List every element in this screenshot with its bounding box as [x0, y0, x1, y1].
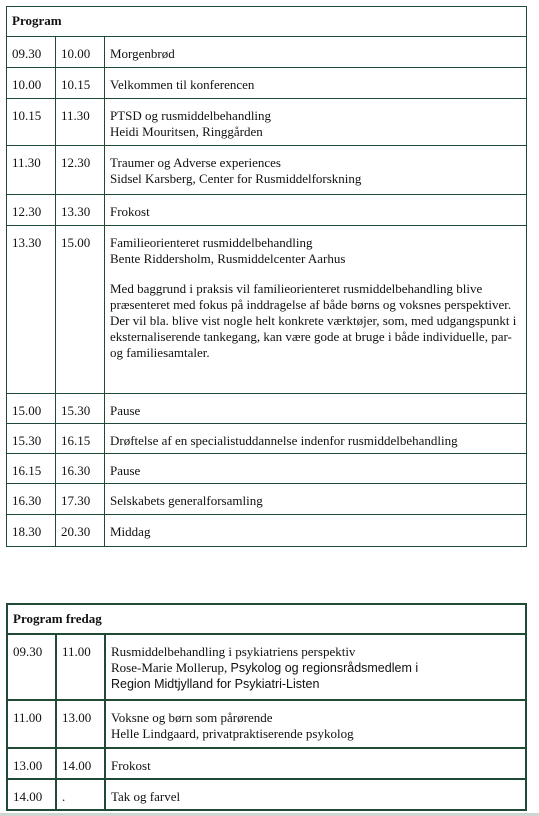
session-title: Morgenbrød [110, 46, 175, 61]
table-row [7, 146, 527, 195]
session-speaker: Heidi Mouritsen, Ringgården [110, 124, 263, 139]
start-time: 09.30 [7, 634, 56, 700]
program-title: Program [7, 7, 527, 37]
session-title: Middag [110, 524, 151, 539]
table-row [7, 515, 527, 547]
table-row [7, 779, 526, 810]
table-row [7, 748, 526, 779]
table-row [7, 700, 526, 748]
program-table [6, 6, 527, 547]
start-time: 13.30 [7, 226, 56, 394]
end-time: 11.30 [56, 99, 105, 146]
start-time: 09.30 [7, 37, 56, 68]
end-time: 17.30 [56, 484, 105, 515]
start-time: 11.00 [7, 700, 56, 748]
session [105, 515, 527, 547]
session-title: Velkommen til konferencen [110, 77, 255, 92]
session-title: Rusmiddelbehandling i psykiatriens perspektiv [111, 644, 356, 659]
session-title: Tak og farvel [111, 789, 181, 804]
session [105, 424, 527, 454]
session [105, 68, 527, 99]
start-time: 18.30 [7, 515, 56, 547]
table-row [7, 454, 527, 484]
session [105, 226, 527, 394]
end-time: 16.15 [56, 424, 105, 454]
session-title: Traumer og Adverse experiences [110, 155, 281, 170]
start-time: 11.30 [7, 146, 56, 195]
session-title: Pause [110, 403, 141, 418]
start-time: 15.00 [7, 394, 56, 424]
end-time: 16.30 [56, 454, 105, 484]
session [105, 37, 527, 68]
program-fredag-title: Program fredag [7, 604, 526, 634]
session-title: Frokost [111, 758, 151, 773]
session-title: Selskabets generalforsamling [110, 493, 263, 508]
start-time: 16.30 [7, 484, 56, 515]
start-time: 15.30 [7, 424, 56, 454]
table-row [7, 68, 527, 99]
start-time: 10.15 [7, 99, 56, 146]
start-time: 14.00 [7, 779, 56, 810]
session [105, 779, 526, 810]
session [105, 484, 527, 515]
session-title: Voksne og børn som pårørende [111, 710, 273, 725]
program-fredag-table [6, 603, 527, 811]
table-row [7, 99, 527, 146]
session [105, 394, 527, 424]
session [105, 748, 526, 779]
session [105, 99, 527, 146]
end-time: 10.00 [56, 37, 105, 68]
session-title: Pause [110, 463, 141, 478]
speaker-name: Rose-Marie Mollerup, [111, 660, 228, 675]
session [105, 700, 526, 748]
session [105, 634, 526, 700]
session-speaker: Helle Lindgaard, privatpraktiserende psykolog [111, 726, 354, 741]
session-speaker [111, 660, 525, 676]
session-title: Familieorienteret rusmiddelbehandling [110, 235, 313, 250]
speaker-role-continued: Region Midtjylland for Psykiatri-Listen [111, 677, 320, 691]
start-time: 13.00 [7, 748, 56, 779]
start-time: 12.30 [7, 195, 56, 226]
table-row [7, 484, 527, 515]
session-title: PTSD og rusmiddelbehandling [110, 108, 272, 123]
session-title: Drøftelse af en specialistuddannelse indenfor rusmiddelbehandling [110, 433, 458, 448]
speaker-role: Psykolog og regionsrådsmedlem i [230, 661, 419, 675]
end-time: 10.15 [56, 68, 105, 99]
session-speaker: Bente Riddersholm, Rusmiddelcenter Aarhus [110, 251, 346, 266]
end-time: 20.30 [56, 515, 105, 547]
start-time: 16.15 [7, 454, 56, 484]
session [105, 146, 527, 195]
table-row [7, 424, 527, 454]
session [105, 195, 527, 226]
end-time: 15.30 [56, 394, 105, 424]
end-time: 14.00 [56, 748, 105, 779]
end-time: . [56, 779, 105, 810]
table-row [7, 394, 527, 424]
table-row [7, 195, 527, 226]
table-row [7, 226, 527, 394]
end-time: 11.00 [56, 634, 105, 700]
session-description: Med baggrund i praksis vil familieorienteret rusmiddelbehandling blive præsenteret med fokus på inddragelse af både børns og voksnes perspektiver. Der vil bla. blive vist nogle helt konkrete værktøjer, som, med udgangspunkt i eksternaliserende tankegang, kan være gode at bruge i både individuelle, par- og familiesamtaler. [110, 281, 517, 360]
table-row [7, 634, 526, 700]
session-title: Frokost [110, 204, 150, 219]
end-time: 13.00 [56, 700, 105, 748]
end-time: 12.30 [56, 146, 105, 195]
session-speaker: Sidsel Karsberg, Center for Rusmiddelforskning [110, 171, 362, 186]
session [105, 454, 527, 484]
table-row [7, 37, 527, 68]
end-time: 15.00 [56, 226, 105, 394]
start-time: 10.00 [7, 68, 56, 99]
end-time: 13.30 [56, 195, 105, 226]
